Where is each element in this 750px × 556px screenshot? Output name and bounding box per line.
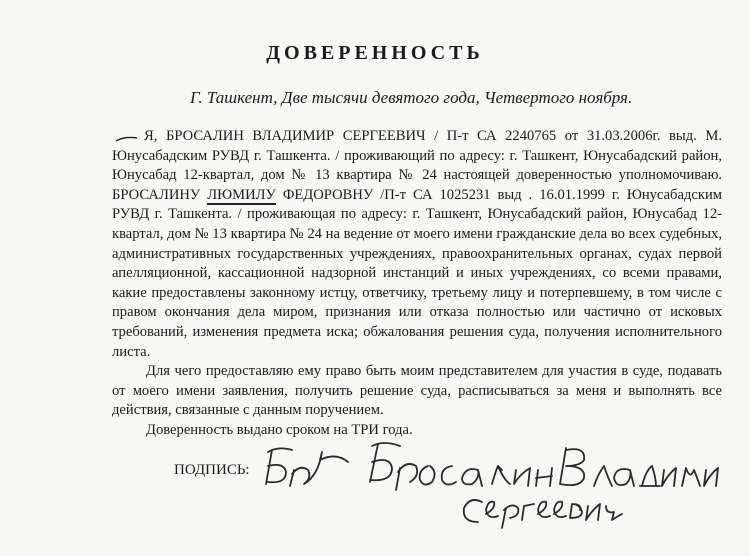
paragraph-2: Для чего предоставляю ему право быть моим представителем для участия в суде, подавать от моего имени заявления, получить решение суда, расписываться за меня и выполнять все действия, связанные с данным поручением. — [112, 363, 722, 419]
paragraph-1-part-a: Я, БРОСАЛИН ВЛАДИМИР СЕРГЕЕВИЧ / П-т СА 2240765 от 31.03.2006г. выд. М. Юнусабадским РУВД г. Ташкента. / проживающий по адресу: г. Ташкент, Юнусабадский район, Юнусабад 12-квартал, дом № 13 квартира № 24 настоящей доверенностью уполномочиваю. БРОСАЛИНУ — [112, 128, 722, 203]
signature-label: ПОДПИСЬ: — [174, 462, 250, 478]
document-subtitle: Г. Ташкент, Две тысячи девятого года, Четвертого ноября. — [190, 88, 633, 107]
document-title: ДОВЕРЕННОСТЬ — [266, 42, 484, 64]
paragraph-3: Доверенность выдано сроком на ТРИ года. — [146, 421, 413, 438]
underlined-name: ЛЮМИЛУ — [207, 186, 276, 203]
paragraph-1-part-b: ФЕДОРОВНУ /П-т СА 1025231 выд . 16.01.1999 г. Юнусабадским РУВД г. Ташкента. / проживающая по адресу: г. Ташкент, Юнусабадский район, Юнусабад 12-квартал, дом № 13 квартира № 24 на ведение от моего имени гражданские дела во всех судебных, административных государственных учреждениях, правоохранительных органах, судах первой апелляционной, кассационной надзорной инстанций и иных учреждениях, со всеми правами, какие предоставлены законному истцу, ответчику, третьему лицу и потерпевшему, в том числе с правом окончания дела миром, признания или отказа полностью или частично от исковых требований, изменения предмета иска; обжалования решения суда, получения исполнительного листа. — [112, 186, 722, 360]
